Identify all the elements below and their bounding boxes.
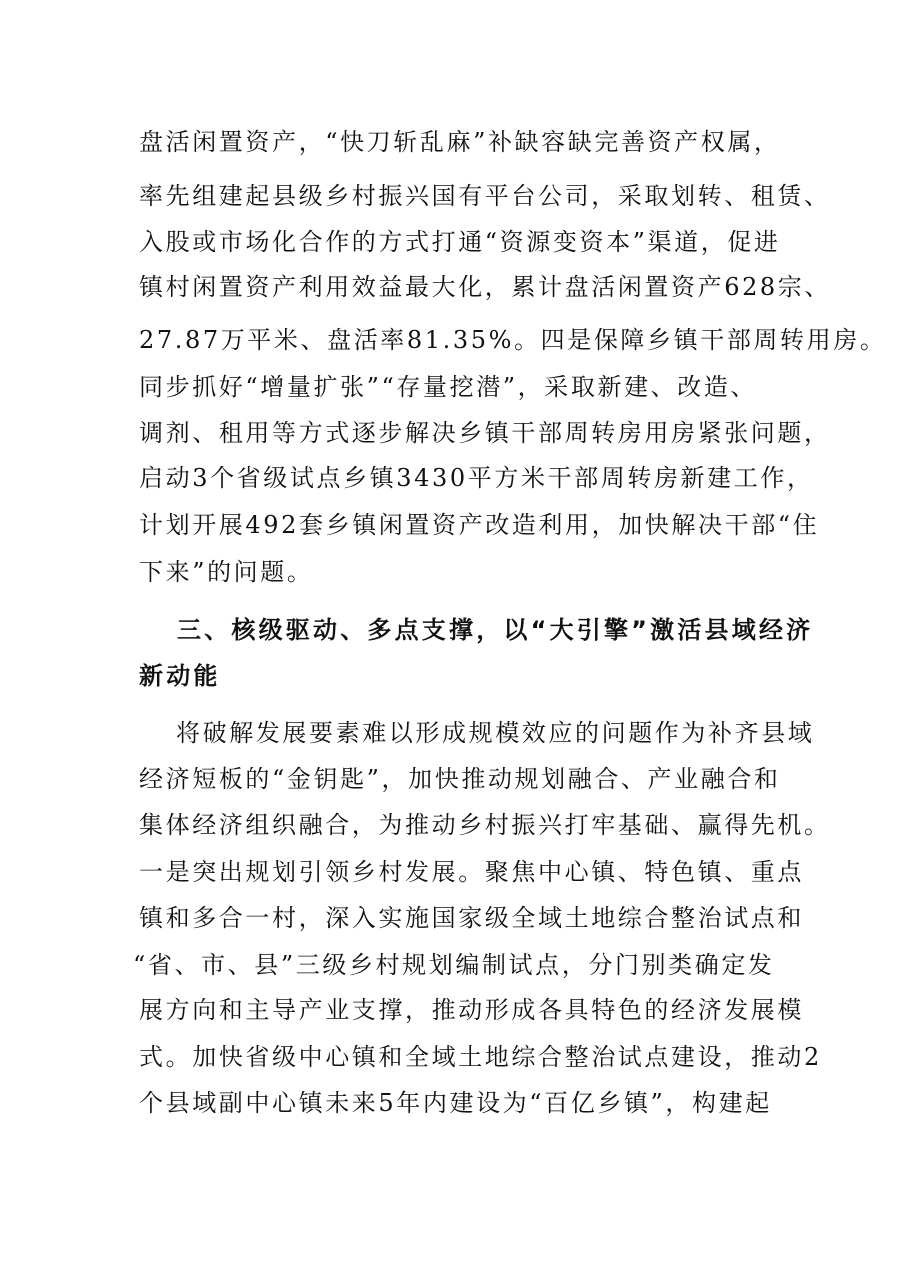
body-line: 率先组建起县级乡村振兴国有平台公司，采取划转、租赁、 bbox=[139, 182, 831, 210]
section-paragraph-line: 展方向和主导产业支撑，推动形成各具特色的经济发展模 bbox=[139, 996, 804, 1024]
section-paragraph-line: 个县域副中心镇未来5年内建设为“百亿乡镇”，构建起 bbox=[139, 1089, 772, 1117]
section-paragraph-line: 经济短板的“金钥匙”，加快推动规划融合、产业融合和 bbox=[139, 765, 781, 793]
body-line: 入股或市场化合作的方式打通“资源变资本”渠道，促进 bbox=[139, 228, 781, 256]
section-heading-continuation: 新动能 bbox=[139, 662, 221, 690]
body-line: 计划开展492套乡镇闲置资产改造利用，加快解决干部“住 bbox=[139, 511, 820, 539]
body-line: 盘活闲置资产，“快刀斩乱麻”补缺容缺完善资产权属， bbox=[139, 128, 781, 156]
body-line: 27.87万平米、盘活率81.35%。四是保障乡镇干部周转用房。 bbox=[139, 326, 887, 354]
body-line: 启动3个省级试点乡镇3430平方米干部周转房新建工作， bbox=[139, 464, 814, 492]
section-paragraph-line: 集体经济组织融合，为推动乡村振兴打牢基础、赢得先机。 bbox=[139, 811, 831, 839]
section-paragraph-line: 将破解发展要素难以形成规模效应的问题作为补齐县域 bbox=[176, 719, 815, 747]
body-line: 下来”的问题。 bbox=[139, 558, 314, 586]
section-paragraph-line: 一是突出规划引领乡村发展。聚焦中心镇、特色镇、重点 bbox=[139, 858, 804, 886]
section-paragraph-line: 镇和多合一村，深入实施国家级全域土地综合整治试点和 bbox=[139, 904, 804, 932]
body-line: 镇村闲置资产利用效益最大化，累计盘活闲置资产628宗、 bbox=[139, 273, 832, 301]
section-paragraph-line: 式。加快省级中心镇和全域土地综合整治试点建设，推动2 bbox=[139, 1043, 822, 1071]
section-heading: 三、核级驱动、多点支撑，以“大引擎”激活县域经济 bbox=[177, 616, 814, 644]
body-line: 调剂、租用等方式逐步解决乡镇干部周转房用房紧张问题， bbox=[139, 419, 831, 447]
section-paragraph-line: “省、市、县”三级乡村规划编制试点，分门别类确定发 bbox=[133, 951, 775, 979]
body-line: 同步抓好“增量扩张”“存量挖潜”，采取新建、改造、 bbox=[139, 373, 758, 401]
